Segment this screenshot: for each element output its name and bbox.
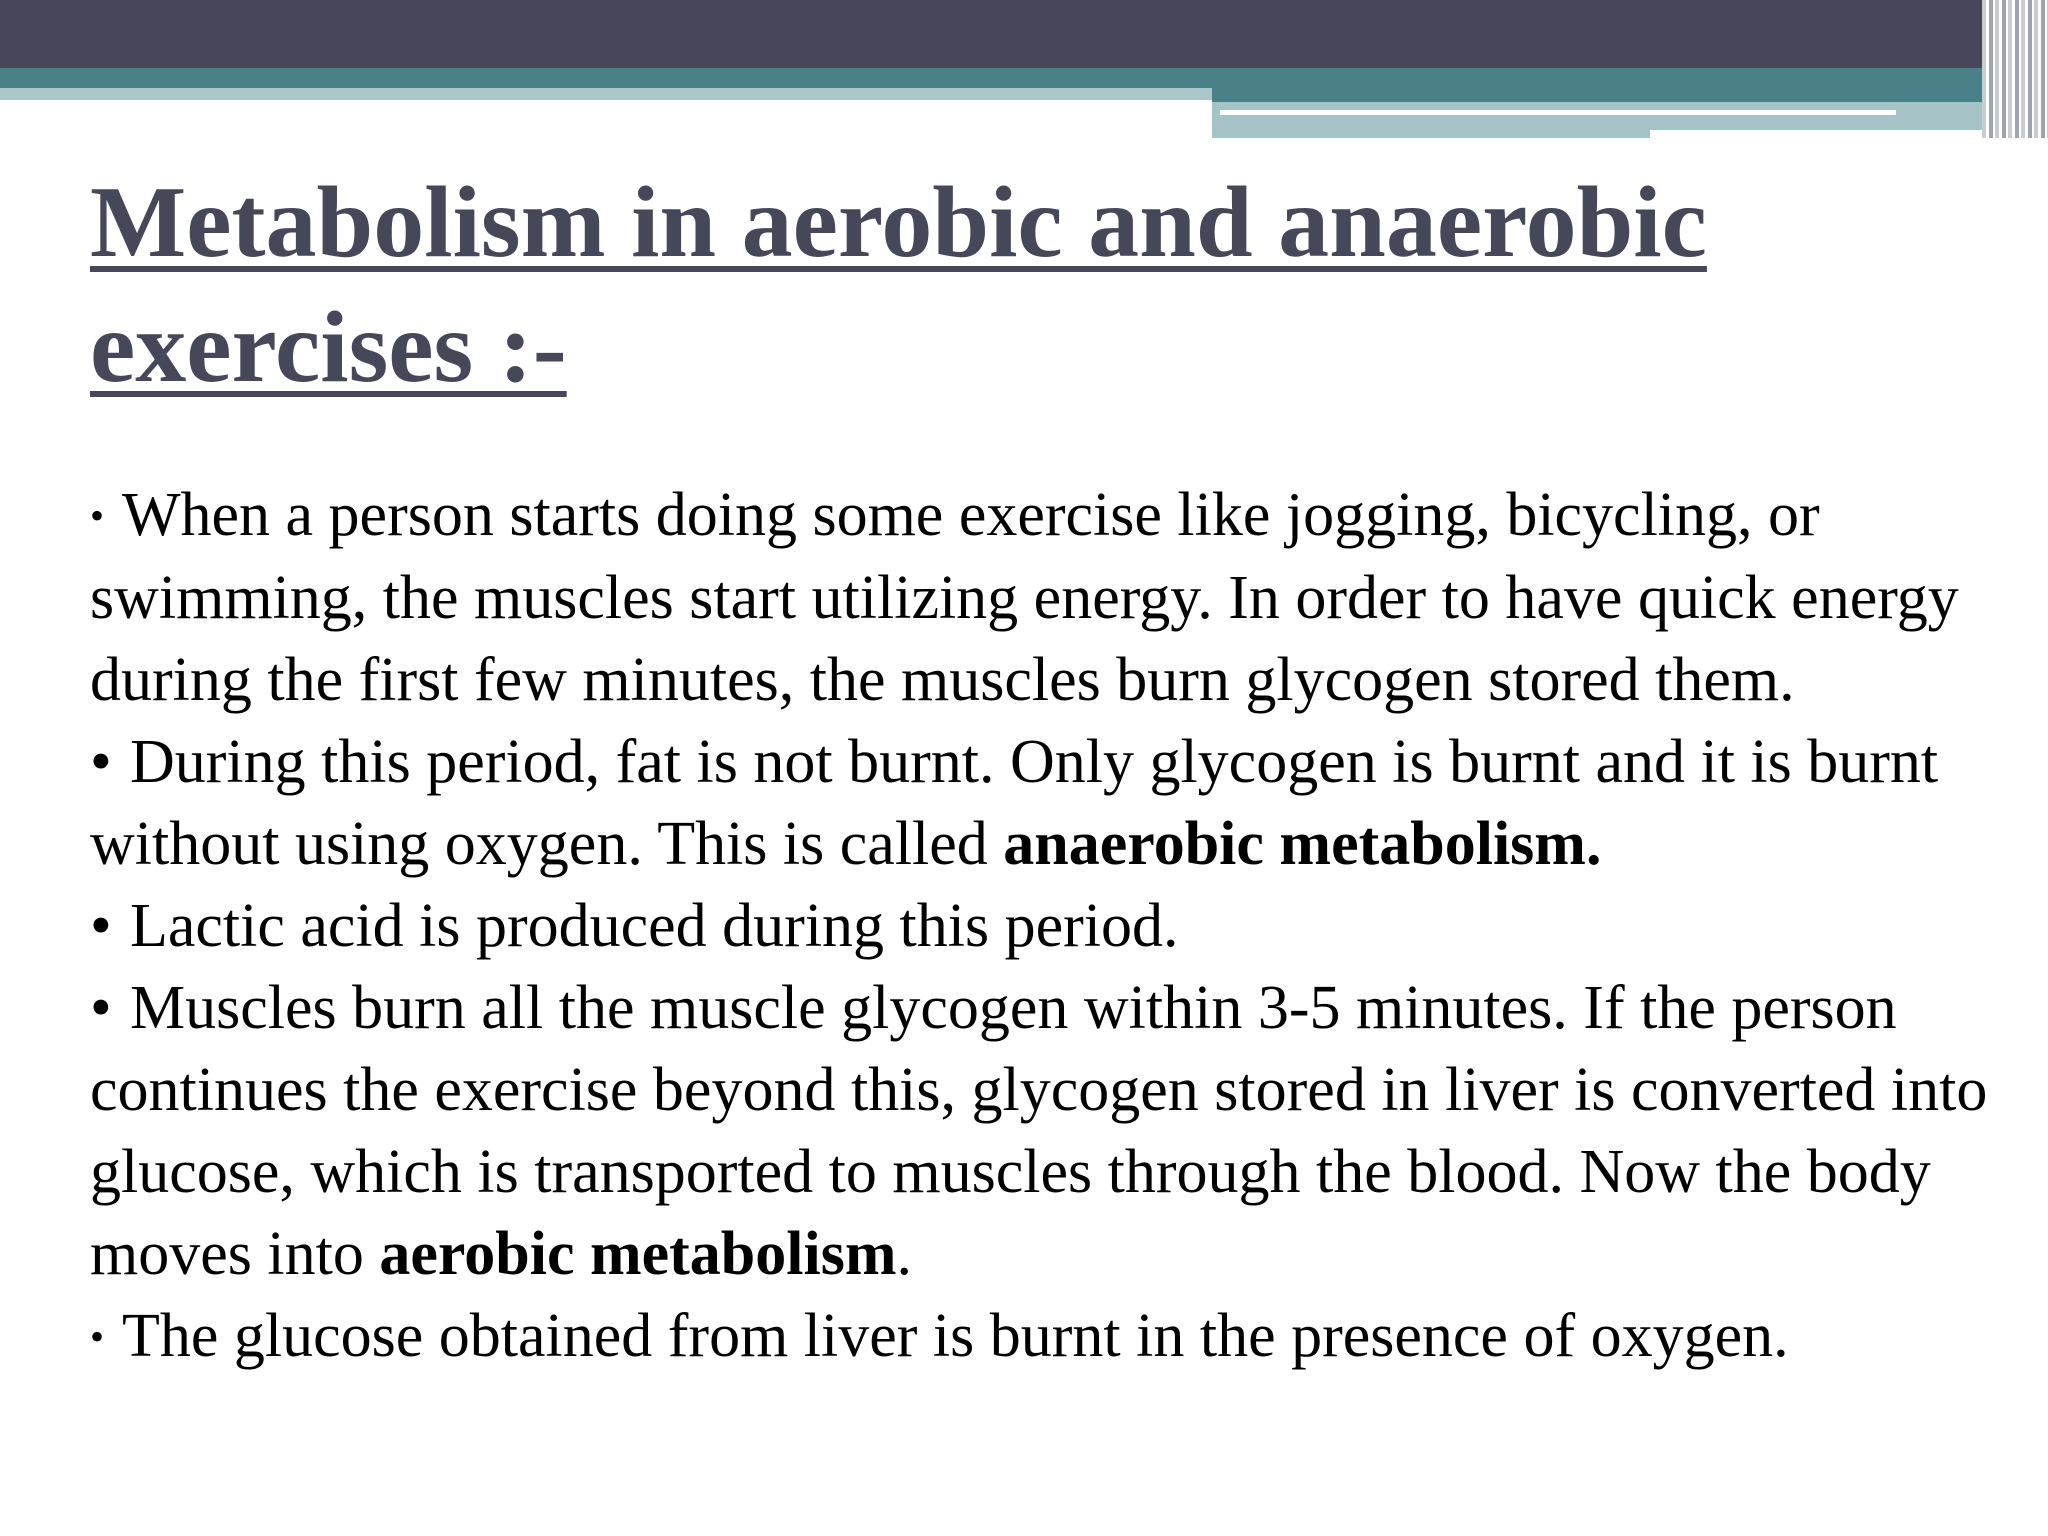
bullet-text: When a person starts doing some exercise like jogging, bicycling, or swimming, the muscles start utilizing energy. In order to have quick energy during the first few minutes, the muscles burn glycogen stored them. (90, 481, 1959, 714)
bullet-text: Muscles burn all the muscle glycogen within 3-5 minutes. If the person continues the exercise beyond this, glycogen stored in liver is converted into glucose, which is transported to muscles through the blood. Now the body moves into (90, 974, 1988, 1288)
bullet-text: Lactic acid is produced during this period. (130, 892, 1179, 960)
header-teal-band (0, 68, 1212, 90)
slide-title: Metabolism in aerobic and anaerobic exercises :- (90, 166, 1707, 404)
bullet-point-3 (90, 885, 1990, 967)
bullet-text-after: . (896, 1220, 912, 1288)
bullet-bold-term: anaerobic metabolism. (1003, 810, 1602, 878)
bullet-list (90, 474, 1990, 1378)
bullet-point-4 (90, 967, 1990, 1295)
bullet-text: The glucose obtained from liver is burnt in the presence of oxygen. (122, 1302, 1789, 1370)
bullet-icon: • (90, 493, 105, 538)
header-edge-stripes (1982, 0, 2048, 138)
bullet-bold-term: aerobic metabolism (379, 1220, 897, 1288)
bullet-text: During this period, fat is not burnt. Only glycogen is burnt and it is burnt without using oxygen. This is called (90, 728, 1939, 878)
bullet-icon: • (90, 974, 112, 1042)
header-teal-band-right (1212, 68, 2048, 102)
header-light-teal-band (0, 88, 1212, 100)
header-divider-line (1220, 110, 1896, 115)
bullet-point-2 (90, 721, 1990, 885)
bullet-point-5 (90, 1295, 1990, 1378)
header-dark-band (0, 0, 2048, 68)
bullet-icon: • (90, 1314, 105, 1359)
bullet-point-1 (90, 474, 1990, 721)
bullet-icon: • (90, 892, 112, 960)
bullet-icon: • (90, 728, 112, 796)
